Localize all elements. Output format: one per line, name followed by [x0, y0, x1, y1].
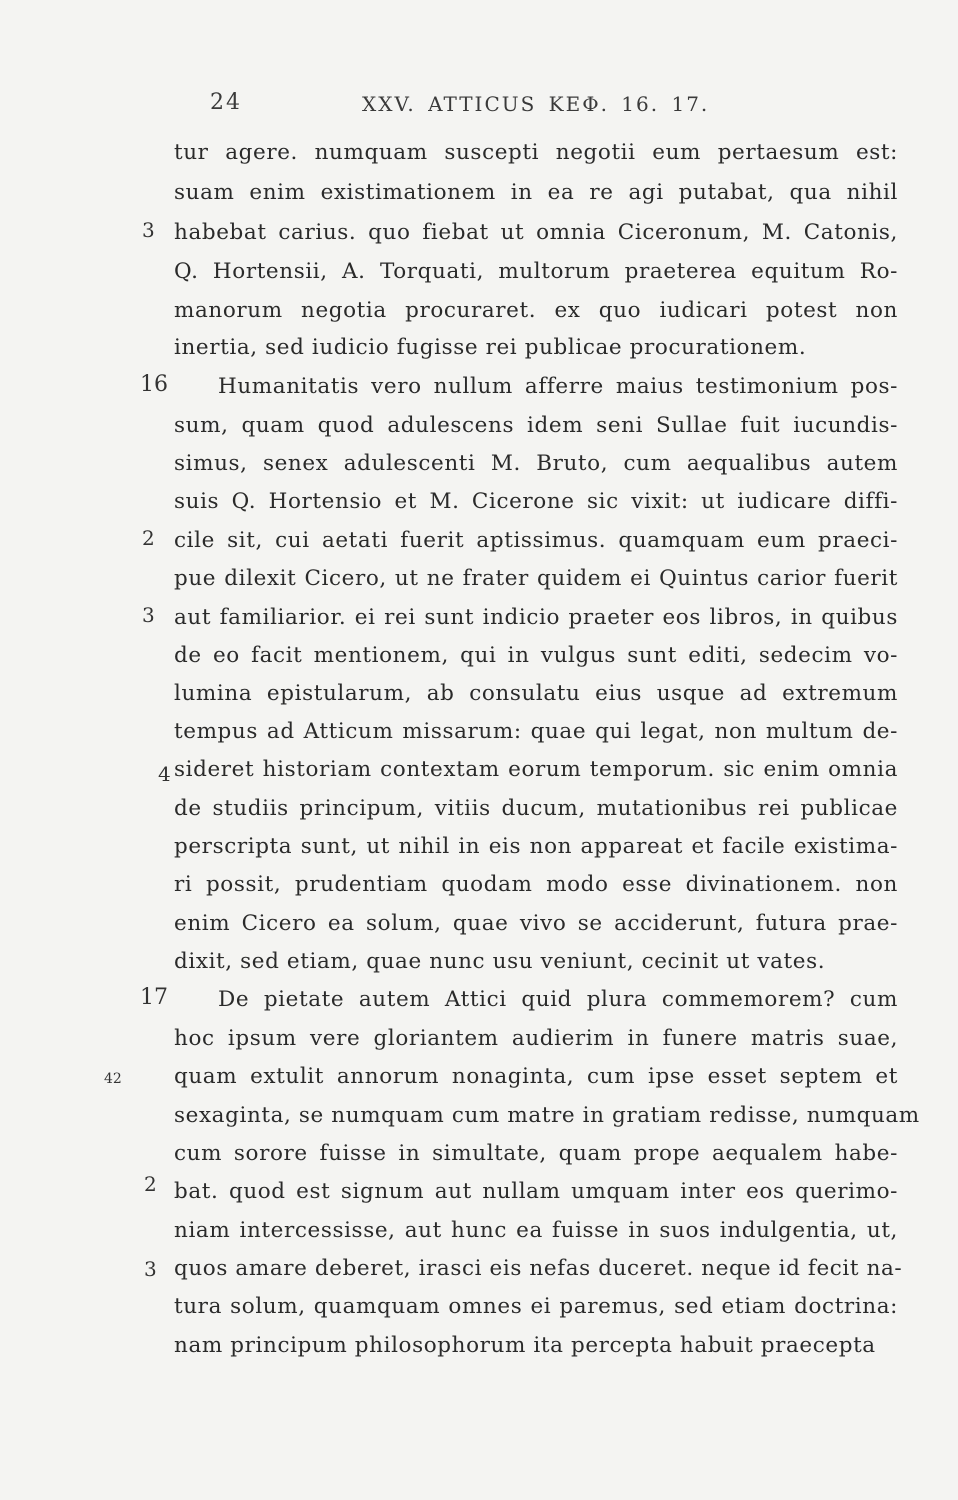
text-line: niam intercessisse, aut hunc ea fuisse in suos indulgentia, ut, — [174, 1218, 898, 1243]
text-line: nam principum philosophorum ita percepta habuit praecepta — [174, 1333, 876, 1358]
text-line: suis Q. Hortensio et M. Cicerone sic vixit: ut iudicare diffi- — [174, 489, 898, 514]
margin-number: 17 — [140, 985, 168, 1010]
text-line: quam extulit annorum nonaginta, cum ipse esset septem et — [174, 1064, 898, 1089]
text-line: hoc ipsum vere gloriantem audierim in funere matris suae, — [174, 1026, 898, 1051]
text-line: lumina epistularum, ab consulatu eius usque ad extremum — [174, 681, 898, 706]
text-line: De pietate autem Attici quid plura commemorem? cum — [218, 987, 898, 1012]
text-line: sum, quam quod adulescens idem seni Sullae fuit iucundis- — [174, 413, 898, 438]
text-line: Q. Hortensii, A. Torquati, multorum praeterea equitum Ro- — [174, 259, 898, 284]
text-line: tur agere. numquam suscepti negotii eum pertaesum est: — [174, 140, 898, 165]
text-line: perscripta sunt, ut nihil in eis non appareat et facile existima- — [174, 834, 898, 859]
margin-number: 42 — [104, 1071, 122, 1087]
text-line: pue dilexit Cicero, ut ne frater quidem ei Quintus carior fuerit — [174, 566, 898, 591]
text-line: de studiis principum, vitiis ducum, mutationibus rei publicae — [174, 796, 898, 821]
text-line: suam enim existimationem in ea re agi putabat, qua nihil — [174, 180, 898, 205]
text-line: cile sit, cui aetati fuerit aptissimus. quamquam eum praeci- — [174, 528, 898, 553]
margin-number: 3 — [142, 218, 155, 242]
text-line: enim Cicero ea solum, quae vivo se acciderunt, futura prae- — [174, 911, 898, 936]
text-line: de eo facit mentionem, qui in vulgus sunt editi, sedecim vo- — [174, 643, 898, 668]
text-line: quos amare deberet, irasci eis nefas duceret. neque id fecit na- — [174, 1256, 903, 1281]
margin-number: 2 — [144, 1172, 157, 1196]
text-line: tura solum, quamquam omnes ei paremus, sed etiam doctrina: — [174, 1294, 898, 1319]
text-line: dixit, sed etiam, quae nunc usu veniunt, cecinit ut vates. — [174, 949, 826, 974]
text-line: habebat carius. quo fiebat ut omnia Ciceronum, M. Catonis, — [174, 220, 898, 245]
text-line: bat. quod est signum aut nullam umquam inter eos querimo- — [174, 1179, 898, 1204]
text-line: sideret historiam contextam eorum temporum. sic enim omnia — [174, 757, 898, 782]
text-line: ri possit, prudentiam quodam modo esse divinationem. non — [174, 872, 898, 897]
text-line: sexaginta, se numquam cum matre in gratiam redisse, numquam — [174, 1103, 920, 1128]
running-title: XXV. ATTICUS KEΦ. 16. 17. — [362, 92, 710, 116]
text-line: tempus ad Atticum missarum: quae qui legat, non multum de- — [174, 719, 898, 744]
margin-number: 3 — [144, 1257, 157, 1281]
margin-number: 2 — [142, 526, 155, 550]
page-number: 24 — [210, 90, 242, 115]
text-line: aut familiarior. ei rei sunt indicio praeter eos libros, in quibus — [174, 605, 898, 630]
text-line: simus, senex adulescenti M. Bruto, cum aequalibus autem — [174, 451, 898, 476]
text-line: inertia, sed iudicio fugisse rei publicae procurationem. — [174, 335, 807, 360]
text-line: cum sorore fuisse in simultate, quam prope aequalem habe- — [174, 1141, 898, 1166]
text-line: Humanitatis vero nullum afferre maius testimonium pos- — [218, 374, 898, 399]
margin-number: 16 — [140, 372, 168, 397]
margin-number: 3 — [142, 603, 155, 627]
margin-number: 4 — [158, 762, 171, 786]
text-line: manorum negotia procuraret. ex quo iudicari potest non — [174, 298, 898, 323]
